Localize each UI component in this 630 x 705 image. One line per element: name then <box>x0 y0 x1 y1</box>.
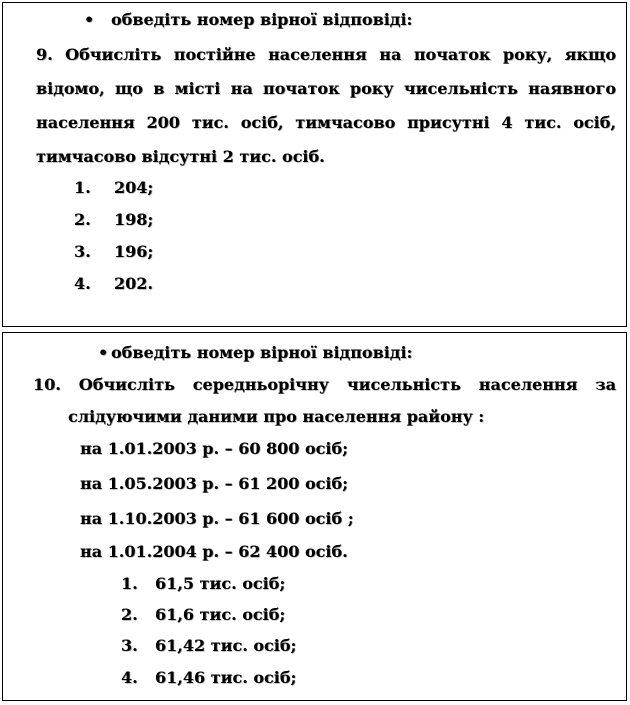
q9-option-4-text: 202. <box>114 274 153 293</box>
q9-option-3-text: 196; <box>114 242 154 261</box>
q9-option-1-text: 204; <box>114 178 154 197</box>
q9-bullet: • <box>84 10 95 29</box>
q9-option-2-text: 198; <box>114 210 154 229</box>
q9-question-line-2: відомо, що в місті на початок року чисельність наявного <box>36 79 616 98</box>
q10-question-line-1: 10. Обчисліть середньорічну чисельність населення за <box>33 375 616 394</box>
q9-option-3-number: 3. <box>74 242 91 261</box>
q10-option-3-number: 3. <box>121 636 138 655</box>
q9-option-2-number: 2. <box>74 210 91 229</box>
q10-option-4-number: 4. <box>121 668 138 687</box>
q10-option-2-number: 2. <box>121 605 138 624</box>
q10-option-3-text: 61,42 тис. осіб; <box>155 636 297 655</box>
q9-option-1-number: 1. <box>74 178 91 197</box>
q10-option-4-text: 61,46 тис. осіб; <box>155 668 297 687</box>
q9-question-line-1: 9. Обчисліть постійне населення на початок року, якщо <box>36 45 616 64</box>
q10-data-line-4: на 1.01.2004 р. – 62 400 осіб. <box>80 542 348 561</box>
q10-option-1-text: 61,5 тис. осіб; <box>155 574 286 593</box>
q9-option-4-number: 4. <box>74 274 91 293</box>
q10-data-line-1: на 1.01.2003 р. – 60 800 осіб; <box>80 439 349 458</box>
q10-data-line-3: на 1.10.2003 р. – 61 600 осіб ; <box>80 509 354 528</box>
q10-option-1-number: 1. <box>121 574 138 593</box>
q9-instruction-text: обведіть номер вірної відповіді: <box>111 10 413 29</box>
q10-bullet: • <box>98 343 109 362</box>
q10-data-line-2: на 1.05.2003 р. – 61 200 осіб; <box>80 474 349 493</box>
q9-question-line-4: тимчасово відсутні 2 тис. осіб. <box>36 147 325 166</box>
q9-question-line-3: населення 200 тис. осіб, тимчасово присутні 4 тис. осіб, <box>36 113 616 132</box>
q10-question-line-2: слідуючими даними про населення району : <box>68 407 485 426</box>
q10-option-2-text: 61,6 тис. осіб; <box>155 605 286 624</box>
q10-instruction-text: обведіть номер вірної відповіді: <box>111 343 413 362</box>
